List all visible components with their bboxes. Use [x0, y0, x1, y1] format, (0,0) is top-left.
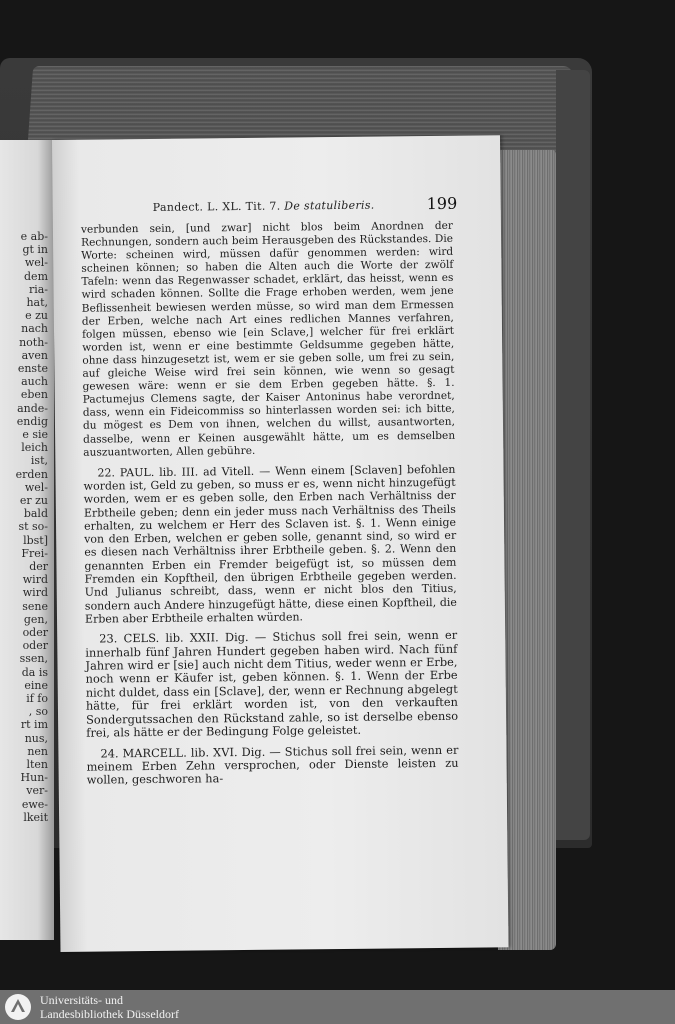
- left-page-fragment: st so-: [18, 520, 48, 534]
- left-page-fragment: e sie: [22, 428, 48, 441]
- left-page-fragment: if fo: [26, 692, 48, 705]
- left-page-fragment: wird: [22, 586, 48, 600]
- left-page-fragment: ande-: [17, 401, 48, 415]
- paragraph-continued: verbunden sein, [und zwar] nicht blos beim Anordnen der Rechnungen, sondern auch beim Herausgeben des Rückstandes. Die Worte: scheinen wird, müssen dafür genommen werden: wird scheinen können; so haben die Alten auch die Worte der zwölf Tafeln: wenn das Regenwasser schadet, erklärt, das heisst, wenn es wird schaden können. Sollte die Frage erhoben werden, wem jene Beflissenheit bewiesen werden müsse, so wird man dem Ermessen der Erben, welche nach Art eines redlichen Mannes verfahren, folgen müssen, ebenso wie [ein Sclave,] welcher für frei erklärt worden ist, wenn er eine bestimmte Geldsumme gegeben hätte, ohne dass hinzugesetzt ist, wem er sie geben solle, um frei zu sein, auf gleiche Weise wird frei sein können, wie wenn so gesagt gewesen wäre: wenn er sie dem Erben gegeben hätte. §. 1. Pactumejus Clemens sagte, der Kaiser Antoninus habe verordnet, dass, wenn ein Fideicommiss so hinterlassen worden sei: ich bitte, du mögest es Dem von ihnen, welchen du willst, ausantworten, dasselbe, wenn er Keinen ausgewählt hätte, um es demselben auszuantworten, Allen gebühre.: [80, 219, 456, 459]
- left-page-fragment: Hun-: [20, 771, 48, 785]
- left-page-fragment: erden: [15, 467, 48, 481]
- left-page-fragment: rt im: [20, 718, 48, 732]
- footer-library-name-line1: Universitäts- und: [40, 993, 123, 1007]
- left-page-fragment: gt in: [22, 243, 48, 257]
- left-page-fragment: lten: [26, 758, 48, 771]
- running-head: [153, 198, 453, 214]
- left-page-fragment: leich: [21, 441, 48, 455]
- left-page-fragment: e zu: [25, 309, 48, 323]
- left-page-fragment: wird: [22, 573, 48, 587]
- left-page-fragment: lkeit: [23, 810, 48, 824]
- left-page-fragment: oder: [22, 639, 48, 653]
- left-page-fragment: auch: [21, 375, 48, 389]
- left-page-fragment: noth-: [19, 335, 48, 349]
- left-page-fragment: gen,: [23, 612, 48, 626]
- left-page-fragment: Frei-: [21, 546, 48, 560]
- library-footer: [0, 990, 675, 1024]
- page-number: 199: [426, 193, 458, 214]
- paragraph-cels: 23. CELS. lib. XXII. Dig. — Stichus soll frei sein, wenn er innerhalb fünf Jahren Hundert gegeben haben wird. Nach fünf Jahren wird er [sie] auch nicht dem Titius, weder wenn er Erbe, noch wenn er Käufer ist, geben können. §. 1. Wenn der Erbe nicht duldet, dass ein [Sclave], der, wenn er Rechnung abgelegt hätte, für frei erklärt worden ist, von den verkauften Sondergutssachen den Rückstand zahle, so ist derselbe ebenso frei, als hätte er der Bedingung Folge geleistet.: [85, 628, 459, 740]
- left-page-fragment: aven: [21, 348, 48, 362]
- paragraph-marcell: 24. MARCELL. lib. XVI. Dig. — Stichus soll frei sein, wenn er meinem Erben Zehn versprochen, oder Dienste leisten zu wollen, geschworen ha-: [86, 742, 459, 787]
- left-page-fragment: er zu: [19, 494, 48, 507]
- left-page-fragment: ver-: [26, 784, 48, 798]
- left-page-fragment: e ab-: [20, 230, 48, 243]
- running-head-prefix: Pandect. L. XL. Tit. 7.: [152, 199, 281, 214]
- left-page-fragment: wel-: [24, 256, 48, 270]
- left-page-fragment: ssen,: [19, 652, 48, 666]
- page-text: [81, 220, 459, 788]
- left-page-fragment: lbst]: [23, 533, 48, 547]
- left-page-fragment: nen: [27, 744, 48, 758]
- left-page-fragment: eben: [20, 388, 48, 402]
- left-page-fragment: ewe-: [21, 797, 48, 811]
- left-page-fragment: sene: [22, 599, 48, 613]
- left-page: [0, 140, 54, 940]
- left-page-fragment: nach: [21, 322, 48, 336]
- left-page-fragment: oder: [22, 626, 48, 639]
- paragraph-paul: 22. PAUL. lib. III. ad Vitell. — Wenn einem [Sclaven] befohlen worden ist, Geld zu geben, so muss er es, wenn nicht hinzugefügt worden, wem er es geben solle, den Erben nach Verhältniss der Erbtheile geben; denn ein jeder muss nach Verhältniss des Theils erhalten, zu welchem er Herr des Sclaven ist. §. 1. Wenn einige von den Erben, welchen er geben solle, genannt sind, so wird er es diesen nach Verhältniss ihrer Erbtheile geben. §. 2. Wenn den genannten Erben ein Fremder beigefügt ist, so müssen dem Fremden ein Kopftheil, den übrigen Erbtheile gegeben werden. Und Julianus schreibt, dass, wenn er nicht blos den Titius, sondern auch Andere hinzugefügt hätte, diese einen Kopftheil, die Erben aber Erbtheile erhalten würden.: [83, 462, 457, 626]
- ulb-logo-icon: [4, 993, 32, 1021]
- left-page-fragment: endig: [16, 414, 48, 428]
- running-head-title: De statuliberis.: [284, 198, 375, 213]
- left-page-fragment: wel-: [24, 480, 48, 494]
- left-page-fragment: , so: [28, 705, 48, 719]
- left-page-fragment: nus,: [24, 731, 48, 745]
- left-page-fragment: hat,: [26, 296, 48, 309]
- left-page-fragment: ist,: [30, 454, 48, 468]
- left-page-fragment: da is: [21, 665, 48, 679]
- left-page-fragment: ria-: [28, 282, 48, 296]
- book-back-cover: [556, 70, 590, 840]
- left-page-fragment: der: [29, 560, 48, 573]
- right-page: [52, 135, 508, 952]
- footer-library-name-line2: Landesbibliothek Düsseldorf: [40, 1007, 179, 1021]
- left-page-fragment: eine: [24, 678, 48, 692]
- left-page-fragment: enste: [17, 362, 48, 375]
- left-page-fragment: dem: [24, 269, 48, 283]
- left-page-fragment: bald: [23, 507, 48, 521]
